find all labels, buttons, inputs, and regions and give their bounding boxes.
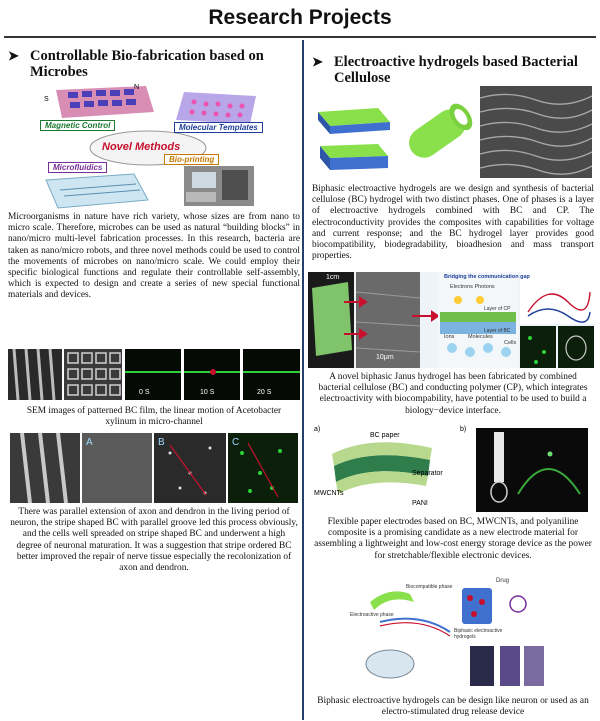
microchannel-frame-20s [243,349,300,400]
sem-caption: SEM images of patterned BC film, the linear motion of Acetobacter xylinum in micro-channel [26,406,282,428]
janus-caption: A novel biphasic Janus hydrogel has been fabricated by combined bacterial cellulose (BC) and conducting polymer (CP), which integrates electroactivity with biocompability, have potential to be used to build a biology−device interface. [318,372,588,416]
layer-bc-label: Layer of BC [484,328,511,334]
biphasic-paragraph: Biphasic electroactive hydrogels are we design and synthesis of bacterial cellulose (BC) hydrogel with two distinct phases. One of phases is a layer of electroactive hydrogels combined with BC and CP. The electroconductivity provides the composites with capabilities for voltage and current response; and the BC hydrogel layer provides good biocompatibility, biodegradability, bioadhesion and mass transport properties. [312,184,594,262]
sem-figure-1 [8,349,62,400]
ions-label: Ions [444,334,455,340]
flexible-device-photo [458,424,594,514]
pani-label: PANI [412,500,428,507]
hydrogel-sem-image [480,86,592,178]
right-heading: ➤ Electroactive hydrogels based Bacterial Cellulose [312,54,578,86]
time-label-20s: 20 S [257,389,272,396]
separator-label: Separator [412,470,443,477]
panel-label-b: b) [460,426,467,433]
drug-label: Drug [496,578,510,584]
bullet-arrow-icon: ➤ [8,48,19,63]
bc-paper-label: BC paper [370,432,400,439]
molecular-templates-tag: Molecular Templates [174,122,263,133]
novel-methods-figure [36,82,266,210]
page-title: Research Projects [208,6,392,29]
pole-s-label: S [44,96,49,103]
neuron-panel-c: C [232,437,240,448]
molecules-label: Molecules [468,334,493,340]
microfluidics-tag: Microfluidics [48,162,107,173]
pole-n-label: N [134,84,140,91]
panel-label-a: a) [314,426,321,433]
hydrogel-shapes-figure [318,88,478,178]
electroactive-phase-label: Electroactive phase [350,612,394,618]
paper-electrode-figure [312,424,452,514]
microchannel-frame-0s [125,349,181,400]
time-label-0s: 0 S [139,389,150,396]
novel-methods-label: Novel Methods [102,141,181,153]
mwcnts-label: MWCNTs [314,490,344,497]
neuron-panel-a: A [86,437,93,448]
neuron-figure [10,433,298,503]
scale-label-1cm: 1cm [326,274,340,281]
bridge-label: Bridging the communication gap [444,274,530,280]
layer-cp-label: Layer of CP [484,306,511,312]
paper-caption: Flexible paper electrodes based on BC, MWCNTs, and polyaniline composite is a promising candidate as a new electrode material for assembling a lightweight and low-cost energy storage device as the power for stretchable/flexible electronic devices. [314,517,592,561]
microchannel-frame-10s [184,349,240,400]
janus-hydrogel-figure [308,272,594,368]
bioprinting-tag: Bio-printing [164,154,219,165]
biphasic-hydrogels-label: Biphasic electroactive hydrogels [454,628,503,640]
neuron-panel-b: B [158,437,165,448]
scale-label-10um: 10μm [376,354,394,361]
magnetic-control-tag: Magnetic Control [40,120,115,131]
final-caption: Biphasic electroactive hydrogels can be design like neuron or used as an electro-stimulated drug release device [317,696,589,718]
sem-figure-2 [64,349,122,400]
biocompatible-phase-label: Biocompatible phase [406,584,453,590]
left-heading: ➤ Controllable Bio-fabrication based on Microbes [8,48,264,80]
cells-label: Cells [504,340,517,346]
bullet-arrow-icon: ➤ [312,54,323,69]
time-label-10s: 10 S [200,389,215,396]
neuron-caption: There was parallel extension of axon and dendron in the living period of neuron, the stripe shaped BC with parallel groove led this process obviously, and the cells well spreaded on stripe shaped BC and underwent a high degree of neuronal maturation. It was a suggestion that stripe ordered BC better improved the repair of nerve tissue especially the recolonization of axon and dendron. [10,507,298,574]
left-intro-paragraph: Microorganisms in nature have rich variety, whose sizes are from nano to micro scale. Therefore, microbes can be used as natural “building blocks” in nano/micro multi-level fabrication processes. In this research, bacteria are taken as nano/micro robots, and three novel methods could be used to control the movements of microbes on nano/micro scale. We could employ their specific biological functions and regulate their controllable self-assembly, which is expected to design and create a series of new special functional materials and devices. [8,212,300,301]
carriers-label: Electrons Photons [450,284,495,290]
drug-release-figure [350,572,550,690]
title-divider [4,36,596,38]
column-divider [302,40,304,720]
